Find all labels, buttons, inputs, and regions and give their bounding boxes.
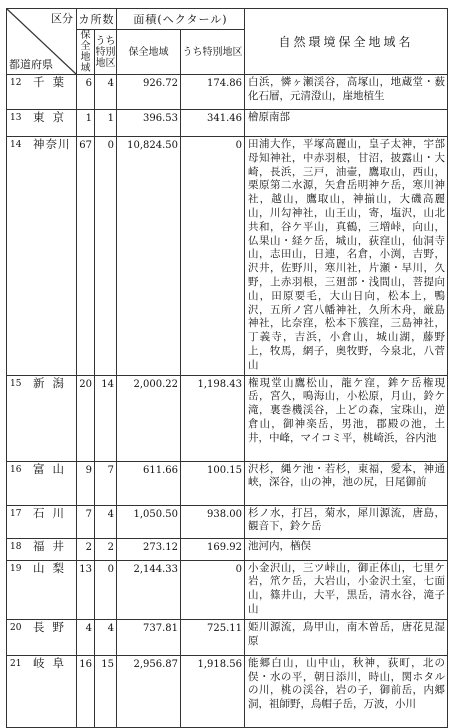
area-names-header: 自然環境保全地域名 xyxy=(245,9,448,75)
count-cell: 1 xyxy=(77,110,95,137)
special-count-cell: 14 xyxy=(95,375,117,461)
area-cell: 737.81 xyxy=(117,619,181,655)
area-cell: 273.12 xyxy=(117,538,181,560)
special-area-cell: 0 xyxy=(181,560,245,619)
row-number: 19 xyxy=(10,563,22,574)
count-cell: 6 xyxy=(77,75,95,110)
table-row xyxy=(7,137,448,376)
special-area-cell: 938.00 xyxy=(181,505,245,538)
special-count-cell: 7 xyxy=(95,461,117,505)
prefecture-cell xyxy=(7,75,77,110)
count-cell: 67 xyxy=(77,137,95,376)
area-names-cell: 小金沢山，三ツ峠山，御正体山，七里ケ岩，笊ケ岳，大岩山，小金沢土室，七面山，篠井山，大平，黒岳，清水谷，滝子山 xyxy=(245,560,448,619)
table-row xyxy=(7,505,448,538)
count-cell: 7 xyxy=(77,505,95,538)
row-number: 21 xyxy=(10,658,22,669)
area-names-cell: 権現堂山鷹松山，龍ケ窪，鉾ケ岳権現岳，宮久，鳴海山，小松原，月山，鈴ケ滝，裏巻機渓谷，上どの森，宝珠山，逆倉山，御神楽岳，男池，郡殿の池，土井，中峰，マイコミ平，桃崎浜，谷内池 xyxy=(245,375,448,461)
area-cell: 926.72 xyxy=(117,75,181,110)
row-number: 17 xyxy=(10,508,22,519)
count-cell: 2 xyxy=(77,538,95,560)
prefecture-cell xyxy=(7,375,77,461)
special-area-cell: 1,198.43 xyxy=(181,375,245,461)
special-area-cell: 100.15 xyxy=(181,461,245,505)
prefecture-name: 岐阜 xyxy=(33,655,72,670)
conservation-area-table xyxy=(6,8,448,728)
table-row xyxy=(7,461,448,505)
area-names-cell: 白浜，憐ヶ瀬渓谷，高塚山，地蔵堂・薮化石層，元清澄山，崖地植生 xyxy=(245,75,448,110)
row-number: 12 xyxy=(10,78,22,88)
area-names-cell: 沢杉，縄ケ池・若杉，東福，愛本，神通峡，深谷，山の神，池の尻，日尾御前 xyxy=(245,461,448,505)
table-row xyxy=(7,560,448,619)
prefecture-name: 千葉 xyxy=(33,75,72,89)
count-conservation-header: 保全地域 xyxy=(77,30,95,75)
row-number: 13 xyxy=(10,113,22,123)
area-cell: 396.53 xyxy=(117,110,181,137)
table-row xyxy=(7,538,448,560)
special-area-cell: 725.11 xyxy=(181,619,245,655)
prefecture-cell xyxy=(7,110,77,137)
special-count-cell: 0 xyxy=(95,137,117,376)
prefecture-cell xyxy=(7,137,77,376)
row-number: 20 xyxy=(10,622,22,633)
special-count-cell: 4 xyxy=(95,505,117,538)
area-cell: 2,144.33 xyxy=(117,560,181,619)
area-group-header: 面積(ヘクタール) xyxy=(117,9,245,30)
prefecture-name: 長野 xyxy=(33,619,72,634)
prefecture-cell xyxy=(7,505,77,538)
category-label: 区分 xyxy=(51,12,73,25)
prefecture-name: 富山 xyxy=(33,461,72,476)
count-cell: 4 xyxy=(77,619,95,655)
area-cell: 2,000.22 xyxy=(117,375,181,461)
prefecture-cell xyxy=(7,619,77,655)
special-area-cell: 169.92 xyxy=(181,538,245,560)
prefecture-name: 山梨 xyxy=(33,560,72,575)
count-cell: 20 xyxy=(77,375,95,461)
special-count-cell: 15 xyxy=(95,655,117,727)
prefecture-cell xyxy=(7,655,77,727)
special-area-cell: 174.86 xyxy=(181,75,245,110)
special-area-cell: 0 xyxy=(181,137,245,376)
row-number: 14 xyxy=(10,140,22,150)
area-conservation-header: 保全地域 xyxy=(117,30,181,75)
count-cell: 9 xyxy=(77,461,95,505)
area-names-cell: 檜原南部 xyxy=(245,110,448,137)
table-row xyxy=(7,375,448,461)
prefecture-cell xyxy=(7,538,77,560)
count-cell: 13 xyxy=(77,560,95,619)
area-names-cell: 能郷白山，山中山，秋神，荻町，北の俣・水の平，朝日添川，時山，関ホタルの川，桃の渓谷，岩の子，御前岳，内郷洞，祖師野，烏帽子岳，万波，小川 xyxy=(245,655,448,727)
count-special-header: うち特別地区 xyxy=(95,30,117,75)
area-cell: 1,050.50 xyxy=(117,505,181,538)
area-cell: 611.66 xyxy=(117,461,181,505)
special-count-cell: 2 xyxy=(95,538,117,560)
area-names-cell: 池河内，楢俣 xyxy=(245,538,448,560)
row-number: 16 xyxy=(10,464,22,475)
prefecture-name: 東京 xyxy=(33,110,72,124)
row-number: 15 xyxy=(10,378,22,389)
area-special-header: うち特別地区 xyxy=(181,30,245,75)
special-area-cell: 341.46 xyxy=(181,110,245,137)
prefecture-label: 都道府県 xyxy=(9,58,53,71)
prefecture-name: 石川 xyxy=(33,505,72,520)
special-area-cell: 1,918.56 xyxy=(181,655,245,727)
prefecture-cell xyxy=(7,560,77,619)
corner-header-cell xyxy=(7,9,77,75)
prefecture-cell xyxy=(7,461,77,505)
area-names-cell: 姫川源流，鳥甲山，南木曽岳，唐花見湿原 xyxy=(245,619,448,655)
prefecture-name: 神奈川 xyxy=(33,137,71,151)
count-cell: 16 xyxy=(77,655,95,727)
area-cell: 2,956.87 xyxy=(117,655,181,727)
area-names-cell: 杉ノ水，打呂，菊水，犀川源流，唐島，観音下，鈴ケ岳 xyxy=(245,505,448,538)
table-row xyxy=(7,110,448,137)
table-row xyxy=(7,75,448,110)
area-cell: 10,824.50 xyxy=(117,137,181,376)
special-count-cell: 4 xyxy=(95,619,117,655)
row-number: 18 xyxy=(10,541,22,552)
count-group-header: カ所数 xyxy=(77,9,117,30)
special-count-cell: 1 xyxy=(95,110,117,137)
table-row xyxy=(7,619,448,655)
prefecture-name: 新潟 xyxy=(33,375,72,390)
table-row xyxy=(7,655,448,727)
special-count-cell: 4 xyxy=(95,75,117,110)
area-names-cell: 田浦大作，平塚高麗山，皇子太神，宇部母知神社，中赤羽根，甘沼，披露山・大崎，長浜，三戸，油壷，鷹取山，西山，栗原第二水源，矢倉岳明神ケ岳，寒川神社，越山，鷹取山，神揃山，大磯高麗山，川勾神社，山王山，寄，塩沢，山北共和，谷ケ平山，真鶴，三増峠，向山，仏果山・経ケ岳，城山，荻窪山，仙洞寺山，志田山，日連，名倉，小渕，吉野，沢井，佐野川，寒川社，片瀬・早川，久野，上赤羽根，三廻部・浅間山，菩提向山，田原要毛，大山日向，松本上，鴨沢，五所ノ宮八幡神社，久所木舟，厳島神社，比奈窪，松本下簇窪，三島神社，丁義寺，吉浜，小倉山，城山湖，藤野上，牧馬，網子，奥牧野，今泉北，八菅山 xyxy=(245,137,448,376)
prefecture-name: 福井 xyxy=(33,538,72,553)
special-count-cell: 0 xyxy=(95,560,117,619)
